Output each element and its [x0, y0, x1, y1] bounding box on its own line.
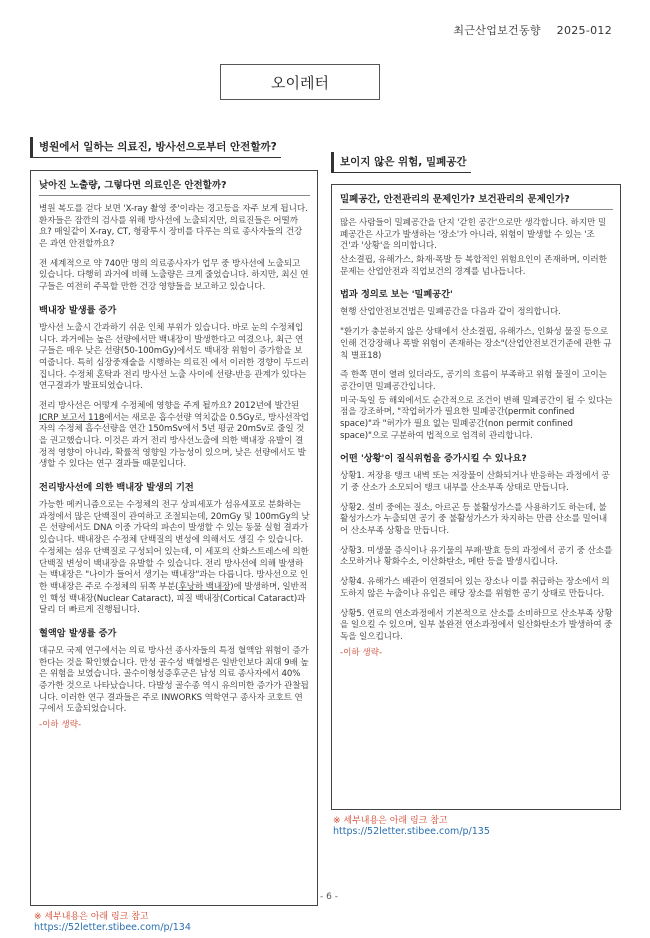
- left-paragraph: 대규모 국제 연구에서는 의료 방사선 종사자들의 특정 혈액암 위험이 증가한다는 것을 확인했습니다. 만성 골수성 백혈병은 일반인보다 최대 9배 높은 위험을 보였습니다. 골수이형성증후군은 남성 의료 종사자에서 40% 증가한 것으로 나타났습니다. 다발성 골수종 역시 유의미한 증가가 관찰됩니다. 이러한 연구 결과들은 주로 INWORKS 역학연구 종사자 코호트 연구에서 도출되었습니다.: [39, 645, 309, 715]
- left-note: ※ 세부내용은 아래 링크 참고: [34, 912, 149, 922]
- newsletter-name: 최근산업보건동향: [453, 24, 541, 37]
- issue-number: 2025-012: [556, 24, 612, 37]
- right-paragraph: "환기가 충분하지 않은 상태에서 산소결핍, 유해가스, 인화성 물질 등으로 인해 건강장해나 폭발 위험이 존재하는 장소"(산업안전보건기준에 관한 규칙 별표18): [340, 327, 612, 361]
- right-more-text: -이하 생략-: [340, 647, 383, 658]
- right-subheading: 어떤 '상황'이 질식위험을 증가시킬 수 있나요?: [340, 453, 527, 465]
- left-article-box: [30, 170, 318, 906]
- right-article-box: [331, 184, 621, 810]
- left-subheading: 전리방사선에 의한 백내장 발생의 기전: [39, 482, 194, 494]
- right-paragraph: 즉 한쪽 면이 열려 있더라도, 공기의 흐름이 부족하고 위험 물질이 고이는 공간이면 밀폐공간입니다.: [340, 370, 607, 392]
- right-note: ※ 세부내용은 아래 링크 참고: [333, 816, 448, 826]
- right-box-title: 밀폐공간, 안전관리의 문제인가? 보건관리의 문제인가?: [340, 191, 613, 210]
- left-paragraph: 가능한 메커니즘으로는 수정체의 전구 상피세포가 섬유세포로 분화하는 과정에서 많은 단백질이 관여하고 조절되는데, 20mGy 및 100mGy의 낮은 선량에서도 DNA 이중 가닥의 파손이 발생할 수 있는 동물 실험 결과가 있습니다. 백내장은 수정체 단백질의 변성에 의해서도 생길 수 있습니다. 수정체는 섬유 단백질로 구성되어 있는데, 이 세포의 산화스트레스에 의한 단백질 변성이 백내장을 유발할 수 있습니다. 전리 방사선에 의해 발생하는 백내장은 "나이가 들어서 생기는 백내장"과는 다릅니다. 방사선으로 인한 백내장은 주로 수정체의 뒤쪽 부분(후낭하 백내장)에 발생하며, 일반적인 핵성 백내장(Nuclear Cataract), 피질 백내장(Cortical Cataract)과 달리 더 빠르게 진행됩니다.: [39, 500, 310, 616]
- left-paragraph: 병원 복도를 걷다 보면 'X-ray 촬영 중'이라는 경고등을 자주 보게 됩니다. 환자들은 잠깐의 검사를 위해 방사선에 노출되지만, 의료진들은 어떨까요? 매일같이 X-ray, CT, 형광투시 장비를 다루는 의료 종사자들의 건강은 과연 안전할까요?: [39, 204, 308, 250]
- posterior-cataract-term: 후낭하 백내장: [178, 581, 231, 592]
- left-section-title: 병원에서 일하는 의료진, 방사선으로부터 안전할까?: [30, 137, 281, 158]
- page-title: 오이레터: [220, 64, 380, 100]
- newsletter-header: [441, 22, 612, 38]
- left-box-title: 낮아진 노출량, 그렇다면 의료인은 안전할까?: [39, 177, 310, 196]
- situation-item: 상황2. 설비 중에는 질소, 아르곤 등 불활성가스를 사용하기도 하는데, 불활성가스가 누출되면 공기 중 불활성가스가 차지하는 만큼 산소를 밀어내어 산소부족 상황을 만듭니다.: [340, 502, 608, 537]
- right-paragraph: 산소결핍, 유해가스, 화재·폭발 등 복합적인 위험요인이 존재하며, 이러한 문제는 산업안전과 직업보건의 경계를 넘나듭니다.: [340, 255, 607, 277]
- left-detail-link[interactable]: https://52letter.stibee.com/p/134: [34, 922, 191, 933]
- situation-item: 상황3. 미생물 증식이나 유기물의 부패·발효 등의 과정에서 공기 중 산소를 소모하거나 황화수소, 이산화탄소, 메탄 등을 발생시킵니다.: [340, 545, 613, 568]
- right-detail-link[interactable]: https://52letter.stibee.com/p/135: [333, 826, 490, 837]
- right-paragraph: 많은 사람들이 밀폐공간을 단지 '갇힌 공간'으로만 생각합니다. 하지만 밀폐공간은 사고가 발생하는 '장소'가 아니라, 위험이 발생할 수 있는 '조건'과 '상황'을 의미합니다.: [340, 218, 607, 252]
- right-paragraph: 미국·독일 등 해외에서도 순간적으로 조건이 변해 밀폐공간이 될 수 있다는 점을 강조하며, "작업허가가 필요한 밀폐공간(permit confined space)"과 "허가가 필요 없는 밀폐공간(non permit confined space)"으로 구분하여 법적으로 엄격히 관리합니다.: [340, 395, 613, 441]
- page-number: - 6 -: [320, 892, 338, 902]
- situation-item: 상황5. 연료의 연소과정에서 기본적으로 산소를 소비하므로 산소부족 상황을 일으킬 수 있으며, 일부 불완전 연소과정에서 일산화탄소가 발생하여 중독을 일으킵니다.: [340, 608, 613, 642]
- left-subheading: 혈액암 발생률 증가: [39, 627, 117, 639]
- left-paragraph: 전 세계적으로 약 740만 명의 의료종사자가 업무 중 방사선에 노출되고 있습니다. 다행히 과거에 비해 노출량은 크게 줄었습니다. 하지만, 최신 연구들은 여전히 주목할 만한 건강 영향들을 보고하고 있습니다.: [39, 258, 309, 293]
- left-more-text: -이하 생략-: [39, 720, 82, 731]
- left-paragraph: 전리 방사선은 어떻게 수정체에 영향을 주게 될까요? 2012년에 발간된 ICRP 보고서 118에서는 새로운 흡수선량 역치값을 0.5Gy로, 방사선작업자의 수정체 흡수선량을 연간 150mSv에서 5년 평균 20mSv로 줄일 것을 권고했습니다. 이것은 과거 전리 방사선노출에 의한 백내장 유발이 결정적 영향이 아니라, 확률적 영향일 가능성이 있으며, 낮은 선량에서도 발생할 수 있다는 연구 결과들 때문입니다.: [39, 400, 310, 470]
- right-subheading: 법과 정의로 보는 '밀폐공간': [340, 289, 453, 301]
- icrp-report-link[interactable]: ICRP 보고서 118: [39, 412, 105, 423]
- situation-item: 상황1. 저장용 탱크 내벽 또는 저장물이 산화되거나 반응하는 과정에서 공기 중 산소가 소모되어 탱크 내부를 산소부족 상태로 만듭니다.: [340, 471, 610, 493]
- situation-item: 상황4. 유해가스 배관이 연결되어 있는 장소나 이를 취급하는 장소에서 의도하지 않은 누출이나 유입은 해당 장소를 위험한 공기 상태로 만듭니다.: [340, 577, 610, 599]
- right-paragraph: 현행 산업안전보건법은 밀폐공간을 다음과 같이 정의합니다.: [340, 307, 561, 318]
- left-paragraph: 방사선 노출시 간과하기 쉬운 인체 부위가 있습니다. 바로 눈의 수정체입니다. 과거에는 높은 선량에서만 백내장이 발생한다고 여겼으나, 최근 연구들은 매우 낮은 선량(50-100mGy)에서도 백내장 위험이 증가함을 보여줍니다. 특히 심장중재술을 시행하는 의료진 에서 이러한 경향이 두드러집니다. 수정체 혼탁과 전리 방사선 노출 사이에 선량-반응 관계가 있다는 연구결과가 발표되었습니다.: [39, 322, 309, 392]
- right-section-title: 보이지 않은 위험, 밀폐공간: [331, 152, 471, 173]
- left-subheading: 백내장 발생률 증가: [39, 304, 117, 316]
